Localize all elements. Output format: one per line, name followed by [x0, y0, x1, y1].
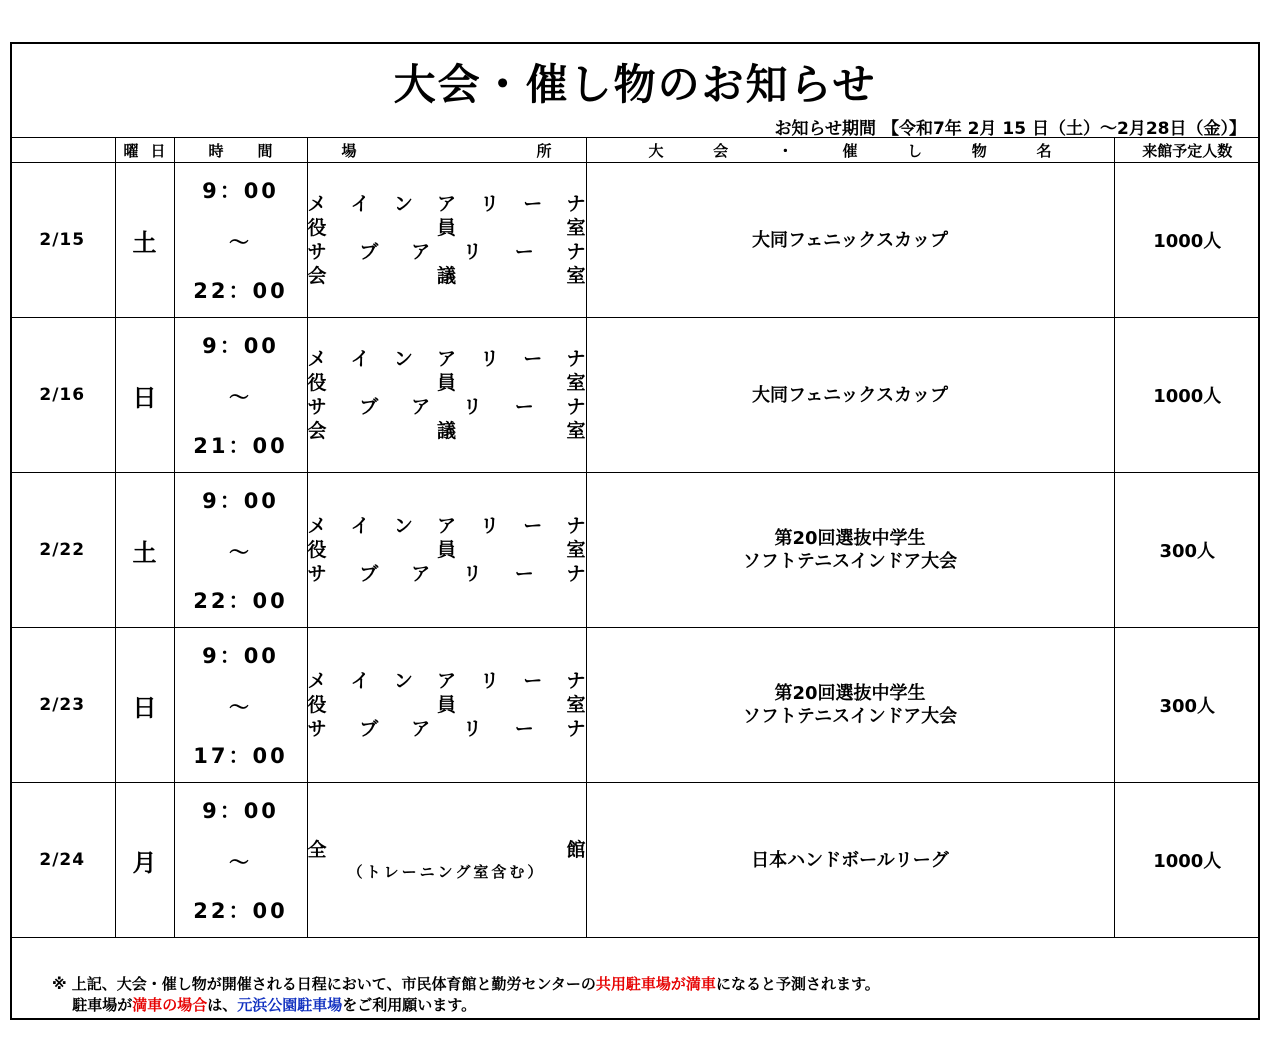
row-date: 2/23 [10, 628, 115, 783]
row-date: 2/15 [10, 163, 115, 318]
place-char: ー [514, 718, 534, 740]
row-time [174, 473, 307, 628]
start-time: 9：00 [202, 334, 279, 358]
header-char: 催 [842, 141, 858, 160]
place-char: ー [514, 241, 534, 263]
place-char: ー [523, 348, 543, 370]
place-char: イ [350, 193, 370, 215]
row-time [174, 783, 307, 938]
place-name [308, 264, 586, 288]
notice-sheet [10, 42, 1260, 1020]
note-segment: をご利用願います。 [342, 996, 477, 1014]
place-char: 会 [307, 420, 327, 442]
place-char: ブ [359, 718, 379, 740]
place-char: 室 [566, 420, 586, 442]
place-name [308, 538, 586, 562]
table-row [10, 783, 1260, 938]
notice-period: お知らせ期間 【令和7年 2月 15 日（土）～2月28日（金）】 [774, 119, 1246, 139]
header-char: 物 [971, 141, 987, 160]
time-separator: ～ [229, 229, 252, 254]
place-name [308, 838, 586, 862]
row-expected-visitors: 300人 [1114, 628, 1260, 783]
header-time [174, 138, 307, 163]
header-char: 日 [150, 141, 166, 160]
place-name [308, 240, 586, 264]
end-time: 21：00 [193, 434, 288, 458]
row-places [307, 318, 586, 473]
place-char: ブ [359, 396, 379, 418]
place-char: 室 [566, 694, 586, 716]
place-char: ナ [566, 670, 586, 692]
place-char: サ [307, 563, 327, 585]
place-name [308, 216, 586, 240]
page-title: 大会・催し物のお知らせ [393, 60, 877, 109]
time-range [175, 795, 307, 925]
header-char: ・ [777, 141, 793, 160]
note-segment: 元浜公園駐車場 [237, 996, 343, 1014]
table-row [10, 163, 1260, 318]
place-char: ア [436, 670, 456, 692]
place-note: （トレーニング室含む） [347, 863, 546, 881]
place-char: イ [350, 348, 370, 370]
row-places [307, 783, 586, 938]
place-name [308, 419, 586, 443]
place-char: ブ [359, 563, 379, 585]
place-char: ナ [566, 396, 586, 418]
time-range [175, 175, 307, 305]
place-char: 役 [307, 539, 327, 561]
row-expected-visitors: 300人 [1114, 473, 1260, 628]
event-name-line: 第20回選抜中学生 [774, 683, 926, 704]
header-char: 間 [257, 141, 273, 160]
place-name [308, 562, 586, 586]
place-char: ナ [566, 515, 586, 537]
start-time: 9：00 [202, 799, 279, 823]
place-char: ナ [566, 241, 586, 263]
place-char: 室 [566, 265, 586, 287]
place-name [308, 371, 586, 395]
place-char: ア [411, 396, 431, 418]
place-char: リ [462, 396, 482, 418]
place-char: ン [393, 348, 413, 370]
place-char: ン [393, 670, 413, 692]
table-row [10, 628, 1260, 783]
start-time: 9：00 [202, 489, 279, 513]
event-name-line: 第20回選抜中学生 [774, 528, 926, 549]
start-time: 9：00 [202, 644, 279, 668]
place-char: 役 [307, 217, 327, 239]
place-char: ー [514, 563, 534, 585]
place-char: 員 [436, 217, 456, 239]
place-char: イ [350, 670, 370, 692]
place-char: ー [514, 396, 534, 418]
place-char: メ [307, 193, 327, 215]
end-time: 17：00 [193, 744, 288, 768]
row-places [307, 628, 586, 783]
place-char: リ [462, 563, 482, 585]
header-date [10, 138, 115, 163]
row-event [586, 783, 1114, 938]
place-char: 員 [436, 539, 456, 561]
place-char: 室 [566, 217, 586, 239]
header-char: 場 [341, 141, 357, 160]
header-char: 時 [208, 141, 224, 160]
place-name [308, 514, 586, 538]
place-char: 全 [307, 839, 327, 861]
row-event [586, 473, 1114, 628]
time-separator: ～ [229, 694, 252, 719]
row-event [586, 163, 1114, 318]
place-name [308, 717, 586, 741]
place-char: 員 [436, 694, 456, 716]
place-char: ア [436, 193, 456, 215]
place-char: リ [480, 193, 500, 215]
header-dow [115, 138, 174, 163]
place-char: ナ [566, 563, 586, 585]
end-time: 22：00 [193, 899, 288, 923]
header-place [307, 138, 586, 163]
header-char: 曜 [123, 141, 139, 160]
place-char: リ [480, 515, 500, 537]
event-name-line: ソフトテニスインドア大会 [742, 706, 958, 727]
note-segment: 駐車場が [52, 996, 133, 1014]
row-weekday: 土 [115, 163, 174, 318]
row-expected-visitors: 1000人 [1114, 318, 1260, 473]
note-segment: 満車の場合 [132, 996, 208, 1014]
row-date: 2/22 [10, 473, 115, 628]
row-event [586, 628, 1114, 783]
place-name [308, 693, 586, 717]
note-segment: は、 [207, 996, 238, 1014]
row-event [586, 318, 1114, 473]
place-char: ー [523, 670, 543, 692]
place-char: ア [436, 348, 456, 370]
place-char: サ [307, 718, 327, 740]
place-char: メ [307, 348, 327, 370]
table-header-row [10, 138, 1260, 163]
place-char: ン [393, 515, 413, 537]
parking-note-line-1 [52, 974, 880, 995]
place-char: 館 [566, 839, 586, 861]
place-char: 員 [436, 372, 456, 394]
time-separator: ～ [229, 384, 252, 409]
start-time: 9：00 [202, 179, 279, 203]
row-date: 2/24 [10, 783, 115, 938]
place-char: 室 [566, 372, 586, 394]
time-range [175, 330, 307, 460]
place-char: 議 [436, 265, 456, 287]
time-separator: ～ [229, 539, 252, 564]
place-char: ナ [566, 193, 586, 215]
header-char: 所 [536, 141, 552, 160]
schedule-table [10, 137, 1260, 938]
place-char: ア [436, 515, 456, 537]
place-char: ン [393, 193, 413, 215]
row-places [307, 473, 586, 628]
time-range [175, 640, 307, 770]
header-event [586, 138, 1114, 163]
event-name-line: ソフトテニスインドア大会 [742, 551, 958, 572]
header-people: 来館予定人数 [1114, 138, 1260, 163]
place-char: ー [523, 515, 543, 537]
place-char: メ [307, 515, 327, 537]
place-char: リ [462, 241, 482, 263]
header-char: し [907, 141, 923, 160]
header-char: 大 [648, 141, 664, 160]
parking-note [52, 974, 880, 1016]
place-name [308, 669, 586, 693]
place-char: イ [350, 515, 370, 537]
place-char: リ [480, 670, 500, 692]
place-name [308, 192, 586, 216]
row-weekday: 日 [115, 318, 174, 473]
row-time [174, 163, 307, 318]
time-separator: ～ [229, 849, 252, 874]
end-time: 22：00 [193, 279, 288, 303]
place-name [308, 395, 586, 419]
end-time: 22：00 [193, 589, 288, 613]
header-char: 会 [713, 141, 729, 160]
note-segment: 共用駐車場が満車 [595, 975, 716, 993]
place-char: 役 [307, 694, 327, 716]
place-char: ー [523, 193, 543, 215]
place-char: 室 [566, 539, 586, 561]
event-name-line: 大同フェニックスカップ [751, 384, 949, 406]
row-time [174, 318, 307, 473]
note-segment: ※ 上記、大会・催し物が開催される日程において、市民体育館と勤労センターの [52, 975, 596, 993]
place-char: サ [307, 241, 327, 263]
event-name-line: 日本ハンドボールリーグ [751, 849, 949, 871]
row-weekday: 日 [115, 628, 174, 783]
place-char: ア [411, 563, 431, 585]
row-weekday: 土 [115, 473, 174, 628]
place-char: ナ [566, 718, 586, 740]
row-weekday: 月 [115, 783, 174, 938]
place-char: リ [480, 348, 500, 370]
place-char: メ [307, 670, 327, 692]
parking-note-line-2 [52, 995, 880, 1016]
row-date: 2/16 [10, 318, 115, 473]
place-name [308, 347, 586, 371]
row-expected-visitors: 1000人 [1114, 783, 1260, 938]
place-char: ア [411, 718, 431, 740]
table-row [10, 318, 1260, 473]
place-char: ア [411, 241, 431, 263]
place-char: 役 [307, 372, 327, 394]
note-segment: になると予測されます。 [715, 975, 880, 993]
place-char: ナ [566, 348, 586, 370]
event-name-line: 大同フェニックスカップ [751, 229, 949, 251]
place-char: 議 [436, 420, 456, 442]
place-char: リ [462, 718, 482, 740]
header-char: 名 [1036, 141, 1052, 160]
place-char: ブ [359, 241, 379, 263]
row-expected-visitors: 1000人 [1114, 163, 1260, 318]
table-row [10, 473, 1260, 628]
place-char: サ [307, 396, 327, 418]
time-range [175, 485, 307, 615]
place-char: 会 [307, 265, 327, 287]
row-places [307, 163, 586, 318]
row-time [174, 628, 307, 783]
